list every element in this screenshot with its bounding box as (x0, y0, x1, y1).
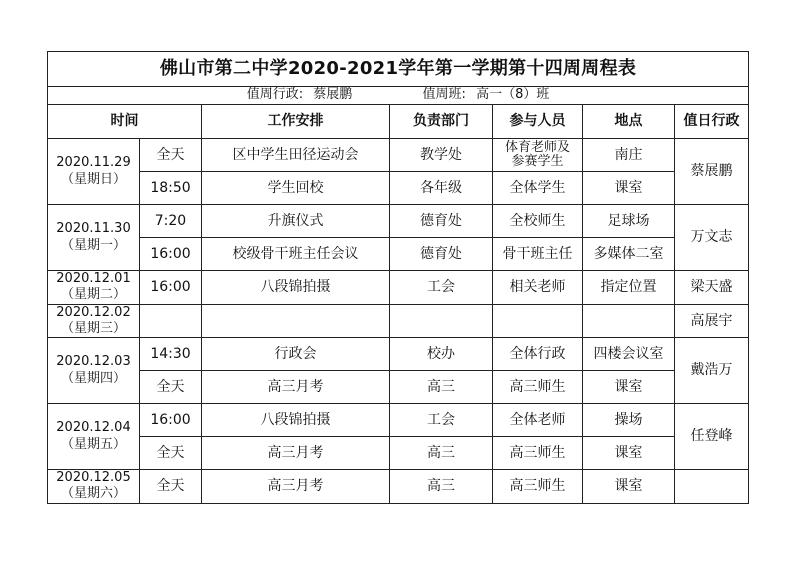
task-cell: 八段锦拍摄 (202, 404, 390, 437)
time-cell: 18:50 (140, 172, 202, 205)
place-cell: 课室 (583, 470, 675, 504)
time-cell: 全天 (140, 470, 202, 504)
weekday-text: （星期六） (60, 486, 126, 502)
place-cell: 课室 (583, 172, 675, 205)
place-cell: 足球场 (583, 205, 675, 238)
time-cell: 全天 (140, 437, 202, 470)
duty-admin-cell: 任登峰 (675, 404, 749, 470)
dept-cell: 德育处 (390, 205, 493, 238)
header-dept: 负责部门 (390, 105, 493, 139)
people-cell: 全体老师 (493, 404, 583, 437)
dept-cell (390, 304, 493, 338)
time-cell: 7:20 (140, 205, 202, 238)
people-cell: 全体行政 (493, 338, 583, 371)
schedule-row (48, 404, 749, 437)
dept-cell: 各年级 (390, 172, 493, 205)
dept-cell: 工会 (390, 404, 493, 437)
time-cell: 16:00 (140, 404, 202, 437)
people-cell: 高三师生 (493, 470, 583, 504)
duty-admin-cell (675, 470, 749, 504)
dept-cell: 高三 (390, 371, 493, 404)
header-time: 时间 (48, 105, 202, 139)
date-cell (48, 470, 140, 504)
duty-admin-cell: 戴浩万 (675, 338, 749, 404)
task-cell: 校级骨干班主任会议 (202, 238, 390, 271)
people-line: 参赛学生 (511, 154, 564, 169)
duty-class-name: 高一（8）班 (476, 87, 550, 103)
people-line: 体育老师及 (504, 139, 570, 155)
dept-cell: 校办 (390, 338, 493, 371)
task-cell: 区中学生田径运动会 (202, 139, 390, 172)
date-text: 2020.12.02 (56, 304, 131, 320)
time-cell: 全天 (140, 139, 202, 172)
place-cell: 操场 (583, 404, 675, 437)
dept-cell: 高三 (390, 470, 493, 504)
schedule-row (48, 338, 749, 371)
time-cell: 16:00 (140, 271, 202, 305)
date-text: 2020.12.01 (56, 271, 131, 286)
task-cell: 高三月考 (202, 437, 390, 470)
place-cell: 四楼会议室 (583, 338, 675, 371)
duty-admin-cell: 蔡展鹏 (675, 139, 749, 205)
task-cell: 行政会 (202, 338, 390, 371)
schedule-sheet (47, 51, 749, 504)
place-cell (583, 304, 675, 338)
task-cell: 高三月考 (202, 371, 390, 404)
task-cell (202, 304, 390, 338)
date-cell (48, 338, 140, 404)
duty-admin-cell: 高展宇 (675, 304, 749, 338)
place-cell: 课室 (583, 371, 675, 404)
task-cell: 升旗仪式 (202, 205, 390, 238)
duty-admin-name: 蔡展鹏 (313, 87, 353, 103)
people-cell (493, 304, 583, 338)
task-cell: 学生回校 (202, 172, 390, 205)
people-cell: 全校师生 (493, 205, 583, 238)
place-cell: 指定位置 (583, 271, 675, 305)
date-cell (48, 271, 140, 305)
date-cell (48, 404, 140, 470)
date-text: 2020.12.04 (56, 420, 131, 436)
schedule-row (48, 470, 749, 504)
schedule-row (48, 437, 749, 470)
weekday-text: （星期一） (60, 237, 126, 253)
time-cell: 14:30 (140, 338, 202, 371)
people-cell: 全体学生 (493, 172, 583, 205)
date-cell (48, 304, 140, 338)
duty-class-label: 值周班: (422, 87, 466, 103)
time-cell: 全天 (140, 371, 202, 404)
date-text: 2020.12.03 (56, 354, 131, 370)
weekday-text: （星期五） (60, 436, 126, 452)
time-cell (140, 304, 202, 338)
duty-admin-cell: 万文志 (675, 205, 749, 271)
schedule-row (48, 238, 749, 271)
weekly-schedule-table (47, 51, 749, 504)
people-cell: 相关老师 (493, 271, 583, 305)
header-row (48, 105, 749, 139)
dept-cell: 德育处 (390, 238, 493, 271)
dept-cell: 高三 (390, 437, 493, 470)
people-cell: 骨干班主任 (493, 238, 583, 271)
header-place: 地点 (583, 105, 675, 139)
people-cell: 高三师生 (493, 437, 583, 470)
date-text: 2020.12.05 (56, 470, 131, 485)
schedule-row (48, 139, 749, 172)
place-cell: 课室 (583, 437, 675, 470)
header-task: 工作安排 (202, 105, 390, 139)
dept-cell: 教学处 (390, 139, 493, 172)
duty-admin-label: 值周行政: (246, 87, 304, 103)
date-text: 2020.11.29 (56, 155, 131, 171)
place-cell: 南庄 (583, 139, 675, 172)
schedule-row (48, 304, 749, 338)
schedule-title: 佛山市第二中学2020-2021学年第一学期第十四周周程表 (48, 52, 749, 87)
schedule-row (48, 172, 749, 205)
date-cell (48, 205, 140, 271)
duty-admin-cell: 梁天盛 (675, 271, 749, 305)
task-cell: 八段锦拍摄 (202, 271, 390, 305)
people-cell (493, 139, 583, 172)
header-people: 参与人员 (493, 105, 583, 139)
date-cell (48, 139, 140, 205)
people-cell: 高三师生 (493, 371, 583, 404)
weekday-text: （星期二） (60, 287, 126, 303)
schedule-row (48, 205, 749, 238)
schedule-row (48, 371, 749, 404)
header-duty-admin: 值日行政 (675, 105, 749, 139)
date-text: 2020.11.30 (56, 221, 131, 237)
weekday-text: （星期四） (60, 370, 126, 386)
weekday-text: （星期日） (60, 171, 126, 187)
schedule-row (48, 271, 749, 305)
weekday-text: （星期三） (60, 320, 126, 336)
time-cell: 16:00 (140, 238, 202, 271)
place-cell: 多媒体二室 (583, 238, 675, 271)
dept-cell: 工会 (390, 271, 493, 305)
task-cell: 高三月考 (202, 470, 390, 504)
duty-info-row (48, 87, 749, 105)
